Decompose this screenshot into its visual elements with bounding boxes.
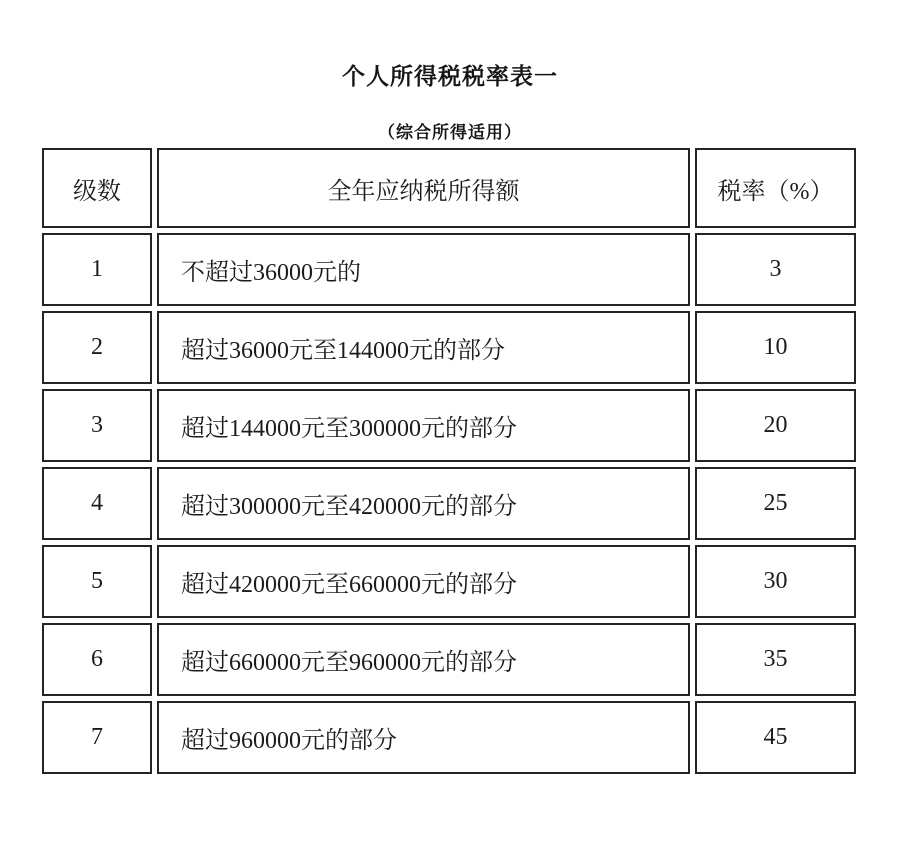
cell-level: 3 [42, 389, 152, 462]
cell-level: 4 [42, 467, 152, 540]
header-tax-rate: 税率（%） [695, 148, 856, 228]
tax-rate-table [37, 143, 861, 779]
cell-income: 超过660000元至960000元的部分 [157, 623, 690, 696]
table-row [42, 623, 856, 696]
table-row [42, 701, 856, 774]
cell-level: 6 [42, 623, 152, 696]
header-level: 级数 [42, 148, 152, 228]
table-header-row [42, 148, 856, 228]
table-header [42, 148, 856, 228]
table-row [42, 311, 856, 384]
table-row [42, 545, 856, 618]
cell-rate: 3 [695, 233, 856, 306]
cell-level: 2 [42, 311, 152, 384]
cell-income: 超过960000元的部分 [157, 701, 690, 774]
cell-income: 超过144000元至300000元的部分 [157, 389, 690, 462]
cell-rate: 20 [695, 389, 856, 462]
cell-level: 1 [42, 233, 152, 306]
cell-level: 7 [42, 701, 152, 774]
table-row [42, 467, 856, 540]
cell-income: 超过36000元至144000元的部分 [157, 311, 690, 384]
cell-income: 超过300000元至420000元的部分 [157, 467, 690, 540]
cell-income: 不超过36000元的 [157, 233, 690, 306]
cell-rate: 25 [695, 467, 856, 540]
header-taxable-income: 全年应纳税所得额 [157, 148, 690, 228]
table-body [42, 233, 856, 774]
page-subtitle: （综合所得适用） [378, 123, 522, 142]
table-row [42, 389, 856, 462]
cell-level: 5 [42, 545, 152, 618]
cell-rate: 45 [695, 701, 856, 774]
table-row [42, 233, 856, 306]
cell-income: 超过420000元至660000元的部分 [157, 545, 690, 618]
page-title: 个人所得税税率表一 [342, 64, 558, 89]
cell-rate: 30 [695, 545, 856, 618]
cell-rate: 10 [695, 311, 856, 384]
cell-rate: 35 [695, 623, 856, 696]
